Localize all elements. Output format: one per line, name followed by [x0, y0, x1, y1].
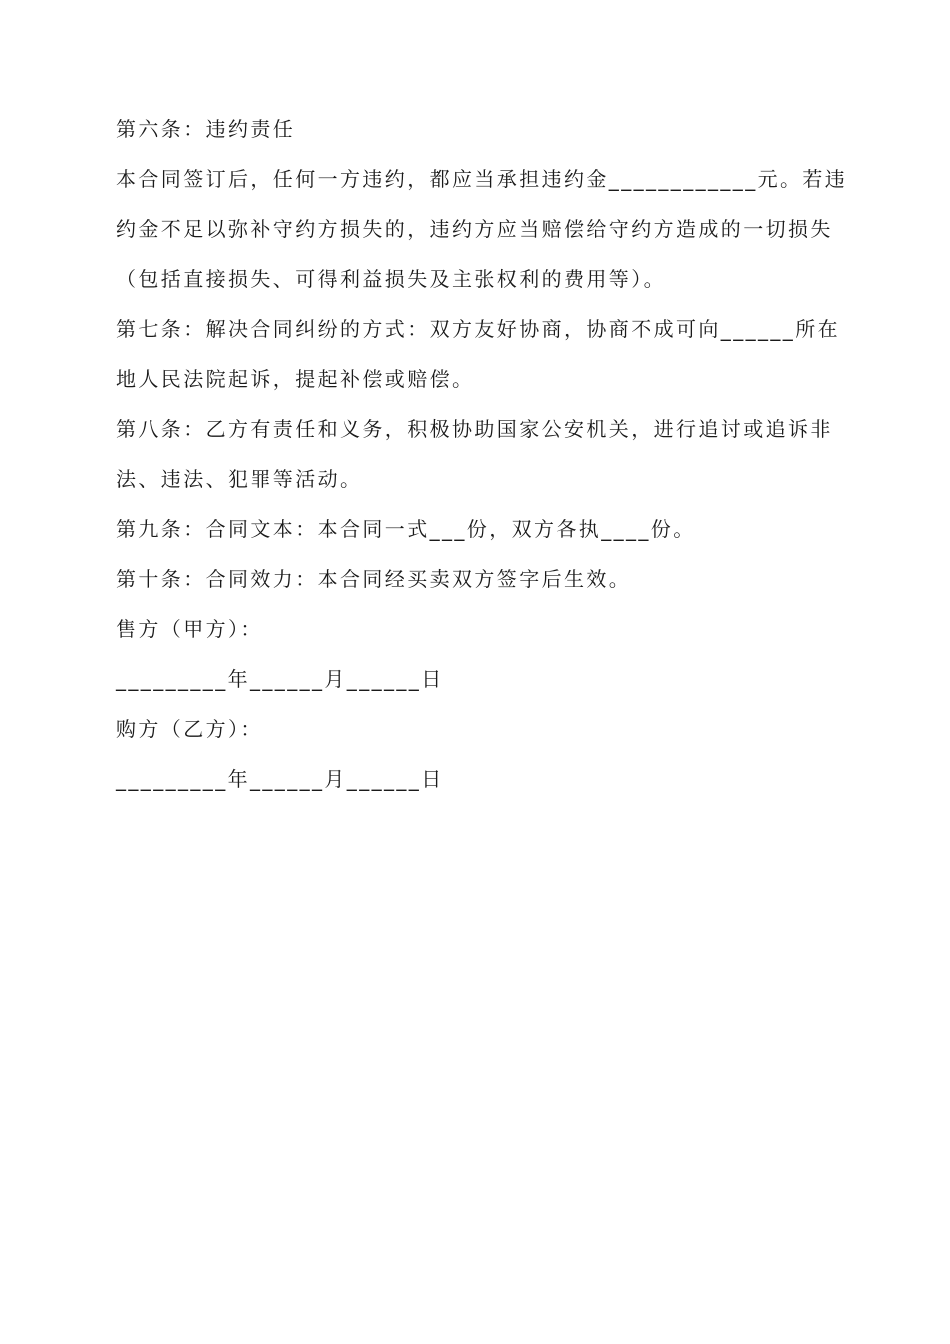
article-7-text-line-2: 地人民法院起诉，提起补偿或赔偿。	[116, 367, 475, 391]
buyer-date-line: _________年______月______日	[116, 767, 444, 791]
article-10-text: 第十条：合同效力：本合同经买卖双方签字后生效。	[116, 567, 632, 591]
article-6-text-line-2: 约金不足以弥补守约方损失的，违约方应当赔偿给守约方造成的一切损失	[116, 217, 833, 241]
article-6-text-line-1: 本合同签订后，任何一方违约，都应当承担违约金____________元。若违	[116, 167, 848, 191]
buyer-label: 购方（乙方）：	[116, 717, 263, 741]
article-6-text-line-3: （包括直接损失、可得利益损失及主张权利的费用等）。	[116, 267, 666, 291]
article-8-text-line-2: 法、违法、犯罪等活动。	[116, 467, 363, 491]
article-7-text-line-1: 第七条：解决合同纠纷的方式：双方友好协商，协商不成可向______所在	[116, 317, 840, 341]
article-6-heading: 第六条：违约责任	[116, 117, 296, 141]
article-8-text-line-1: 第八条：乙方有责任和义务，积极协助国家公安机关，进行追讨或追诉非	[116, 417, 833, 441]
seller-date-line: _________年______月______日	[116, 667, 444, 691]
article-9-text: 第九条：合同文本：本合同一式___份，双方各执____份。	[116, 517, 696, 541]
seller-label: 售方（甲方）：	[116, 617, 263, 641]
